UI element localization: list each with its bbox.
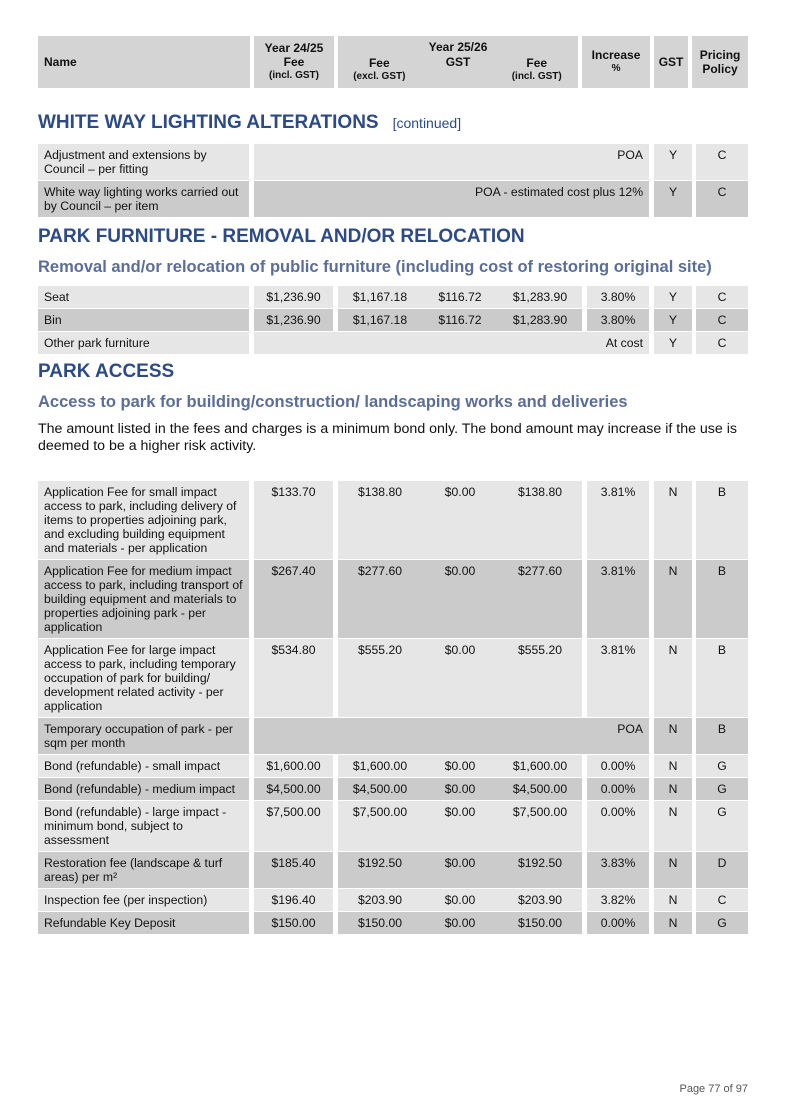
row-name: Restoration fee (landscape & turf areas) per m² <box>38 852 254 889</box>
row-gst: N <box>654 560 692 639</box>
row-name: Refundable Key Deposit <box>38 912 254 935</box>
row-pricing-policy: C <box>692 309 748 332</box>
row-fee-prev: $1,236.90 <box>254 309 338 332</box>
row-fee-excl: $555.20 <box>338 639 422 718</box>
section-title-park-access: PARK ACCESS <box>38 361 175 382</box>
row-pricing-policy: B <box>692 560 748 639</box>
row-gst-value: $0.00 <box>422 481 498 560</box>
row-gst-value: $0.00 <box>422 560 498 639</box>
table-row <box>38 718 748 755</box>
row-gst: N <box>654 801 692 852</box>
row-pricing-policy: B <box>692 481 748 560</box>
subtitle-park-furniture: Removal and/or relocation of public furniture (including cost of restoring original site) <box>38 258 712 276</box>
row-gst: Y <box>654 332 692 355</box>
row-increase: 3.81% <box>582 639 654 718</box>
col-gst-value: GST <box>445 55 471 69</box>
table-row <box>38 912 748 935</box>
row-gst: N <box>654 718 692 755</box>
park-furniture-table <box>38 286 748 355</box>
row-fee-incl: $555.20 <box>498 639 582 718</box>
table-row <box>38 755 748 778</box>
row-fee-excl: $4,500.00 <box>338 778 422 801</box>
row-pricing-policy: G <box>692 755 748 778</box>
col-year-new: Year 25/26 Fee (excl. GST) GST Fee (incl. GST) <box>338 36 582 88</box>
subtitle-park-access: Access to park for building/construction/ landscaping works and deliveries <box>38 393 628 411</box>
table-row <box>38 852 748 889</box>
row-increase: 0.00% <box>582 755 654 778</box>
row-name: Bond (refundable) - small impact <box>38 755 254 778</box>
row-name: Bond (refundable) - medium impact <box>38 778 254 801</box>
row-fee-note: POA - estimated cost plus 12% <box>254 181 654 218</box>
row-fee-prev: $4,500.00 <box>254 778 338 801</box>
row-fee-excl: $203.90 <box>338 889 422 912</box>
row-increase: 0.00% <box>582 778 654 801</box>
row-gst: N <box>654 912 692 935</box>
row-name: Adjustment and extensions by Council – per fitting <box>38 144 254 181</box>
white-way-table <box>38 144 748 218</box>
row-gst: N <box>654 639 692 718</box>
col-fee-incl: Fee (incl. GST) <box>511 56 562 82</box>
row-gst: N <box>654 755 692 778</box>
row-fee-prev: $150.00 <box>254 912 338 935</box>
table-row <box>38 144 748 181</box>
table-row <box>38 639 748 718</box>
col-fee-excl: Fee (excl. GST) <box>353 56 406 82</box>
row-gst: Y <box>654 286 692 309</box>
page-number: Page 77 of 97 <box>679 1083 748 1095</box>
row-increase: 3.83% <box>582 852 654 889</box>
row-fee-incl: $4,500.00 <box>498 778 582 801</box>
row-fee-incl: $7,500.00 <box>498 801 582 852</box>
row-fee-excl: $1,600.00 <box>338 755 422 778</box>
row-name: Bond (refundable) - large impact - minimum bond, subject to assessment <box>38 801 254 852</box>
row-fee-prev: $196.40 <box>254 889 338 912</box>
row-name: White way lighting works carried out by Council – per item <box>38 181 254 218</box>
row-pricing-policy: G <box>692 778 748 801</box>
row-fee-excl: $7,500.00 <box>338 801 422 852</box>
row-fee-note: At cost <box>254 332 654 355</box>
row-name: Bin <box>38 309 254 332</box>
row-fee-incl: $277.60 <box>498 560 582 639</box>
row-fee-incl: $150.00 <box>498 912 582 935</box>
row-pricing-policy: G <box>692 912 748 935</box>
table-row <box>38 778 748 801</box>
row-increase: 3.80% <box>582 309 654 332</box>
col-gst: GST <box>654 36 692 88</box>
bond-note: The amount listed in the fees and charges is a minimum bond only. The bond amount may increase if the use is deemed to be a higher risk activity. <box>38 421 737 454</box>
row-increase: 0.00% <box>582 801 654 852</box>
row-fee-excl: $150.00 <box>338 912 422 935</box>
row-fee-incl: $1,600.00 <box>498 755 582 778</box>
row-gst-value: $116.72 <box>422 286 498 309</box>
row-name: Application Fee for medium impact access to park, including transport of building equipment and materials to properties adjoining park - per application <box>38 560 254 639</box>
row-increase: 0.00% <box>582 912 654 935</box>
col-pricing-policy: Pricing Policy <box>692 36 748 88</box>
row-gst-value: $0.00 <box>422 755 498 778</box>
section-title-park-furniture: PARK FURNITURE - REMOVAL AND/OR RELOCATION <box>38 226 525 247</box>
row-fee-prev: $7,500.00 <box>254 801 338 852</box>
row-increase: 3.82% <box>582 889 654 912</box>
row-gst-value: $0.00 <box>422 801 498 852</box>
row-gst-value: $0.00 <box>422 912 498 935</box>
row-increase: 3.80% <box>582 286 654 309</box>
row-pricing-policy: C <box>692 286 748 309</box>
row-gst: N <box>654 889 692 912</box>
park-access-table <box>38 481 748 935</box>
table-row <box>38 181 748 218</box>
row-fee-incl: $1,283.90 <box>498 286 582 309</box>
section-title-white-way: WHITE WAY LIGHTING ALTERATIONS [continued] <box>38 112 462 133</box>
row-fee-incl: $1,283.90 <box>498 309 582 332</box>
row-name: Application Fee for large impact access to park, including temporary occupation of park for building/ development related activity - per application <box>38 639 254 718</box>
row-fee-excl: $1,167.18 <box>338 309 422 332</box>
row-increase: 3.81% <box>582 481 654 560</box>
row-gst-value: $0.00 <box>422 889 498 912</box>
row-gst-value: $116.72 <box>422 309 498 332</box>
row-pricing-policy: B <box>692 718 748 755</box>
row-name: Temporary occupation of park - per sqm per month <box>38 718 254 755</box>
table-row <box>38 286 748 309</box>
row-gst: Y <box>654 309 692 332</box>
row-pricing-policy: C <box>692 889 748 912</box>
row-increase: 3.81% <box>582 560 654 639</box>
row-fee-incl: $203.90 <box>498 889 582 912</box>
row-fee-excl: $1,167.18 <box>338 286 422 309</box>
row-name: Other park furniture <box>38 332 254 355</box>
continued-label: [continued] <box>392 115 462 131</box>
row-pricing-policy: C <box>692 332 748 355</box>
row-fee-prev: $185.40 <box>254 852 338 889</box>
fee-table-header <box>38 36 748 88</box>
row-fee-incl: $138.80 <box>498 481 582 560</box>
row-fee-note: POA <box>254 718 654 755</box>
row-gst: N <box>654 778 692 801</box>
row-fee-excl: $138.80 <box>338 481 422 560</box>
row-gst: Y <box>654 181 692 218</box>
table-row <box>38 481 748 560</box>
col-name: Name <box>38 36 254 88</box>
row-fee-excl: $192.50 <box>338 852 422 889</box>
row-name: Inspection fee (per inspection) <box>38 889 254 912</box>
row-name: Seat <box>38 286 254 309</box>
row-fee-prev: $267.40 <box>254 560 338 639</box>
row-gst: N <box>654 481 692 560</box>
table-row <box>38 309 748 332</box>
col-increase: Increase % <box>582 36 654 88</box>
row-pricing-policy: D <box>692 852 748 889</box>
row-gst-value: $0.00 <box>422 852 498 889</box>
row-pricing-policy: G <box>692 801 748 852</box>
row-fee-excl: $277.60 <box>338 560 422 639</box>
row-fee-prev: $1,236.90 <box>254 286 338 309</box>
row-fee-prev: $534.80 <box>254 639 338 718</box>
table-row <box>38 889 748 912</box>
row-pricing-policy: B <box>692 639 748 718</box>
row-pricing-policy: C <box>692 144 748 181</box>
row-pricing-policy: C <box>692 181 748 218</box>
row-gst-value: $0.00 <box>422 778 498 801</box>
col-year-prev-fee: Year 24/25 Fee (incl. GST) <box>254 36 338 88</box>
row-gst-value: $0.00 <box>422 639 498 718</box>
row-fee-note: POA <box>254 144 654 181</box>
row-name: Application Fee for small impact access to park, including delivery of items to properties adjoining park, and excluding building equipment and materials - per application <box>38 481 254 560</box>
table-row <box>38 332 748 355</box>
row-gst: N <box>654 852 692 889</box>
row-fee-prev: $1,600.00 <box>254 755 338 778</box>
row-gst: Y <box>654 144 692 181</box>
table-row <box>38 560 748 639</box>
row-fee-incl: $192.50 <box>498 852 582 889</box>
row-fee-prev: $133.70 <box>254 481 338 560</box>
table-row <box>38 801 748 852</box>
